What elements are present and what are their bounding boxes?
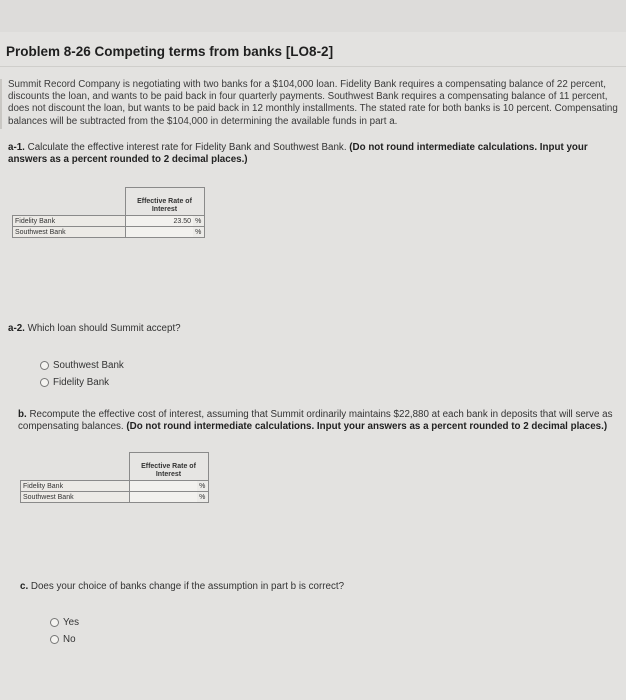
top-bar <box>0 0 626 32</box>
radio-label: Southwest Bank <box>53 360 124 371</box>
radio-label: Yes <box>63 617 79 628</box>
table-row <box>13 227 205 238</box>
table-row <box>21 481 209 492</box>
a1-fidelity-rate-input[interactable]: 23.50 <box>125 216 193 227</box>
question-c-label: c. <box>20 581 29 592</box>
radio-circle-icon[interactable] <box>50 635 59 644</box>
intro-text: Summit Record Company is negotiating with two banks for a $104,000 loan. Fidelity Bank requires a compensating balance of 22 percent, discounts the loan, and wants to be paid back in four quarterly payments. Southwest Bank requires a compensating balance of 11 percent, does not discount the loan, but wants to be paid back in 12 monthly installments. The stated rate for both banks is 10 percent. Compensating balances will be subtracted from the $104,000 in determining the available funds in part a. <box>8 79 618 127</box>
table-corner <box>13 188 126 216</box>
a1-southwest-rate-input[interactable] <box>125 227 193 238</box>
question-b-label: b. <box>18 409 27 420</box>
b-southwest-rate-input[interactable] <box>129 492 197 503</box>
question-a1 <box>8 142 618 166</box>
percent-unit: % <box>193 216 204 227</box>
a1-row-southwest-label: Southwest Bank <box>13 227 126 238</box>
b-row-southwest-label: Southwest Bank <box>21 492 130 503</box>
intro-accent-bar <box>0 79 2 129</box>
a1-answer-table <box>12 187 205 238</box>
percent-unit: % <box>197 492 208 503</box>
divider <box>0 66 626 67</box>
radio-southwest-bank[interactable] <box>40 360 124 371</box>
question-b <box>18 409 618 433</box>
question-b-text: Recompute the effective cost of interest, assuming that Summit ordinarily maintains $22,880 at each bank in deposits that will serve as compensating balances. <box>18 409 613 432</box>
b-answer-table <box>20 452 209 503</box>
radio-circle-icon[interactable] <box>50 618 59 627</box>
question-a2-label: a-2. <box>8 323 25 334</box>
table-row <box>13 216 205 227</box>
radio-label: Fidelity Bank <box>53 377 110 388</box>
percent-unit: % <box>197 481 208 492</box>
question-b-instructions: (Do not round intermediate calculations. Input your answers as a percent rounded to 2 decimal places.) <box>126 421 608 432</box>
percent-unit: % <box>193 227 204 238</box>
radio-no[interactable] <box>50 634 76 645</box>
b-column-header: Effective Rate of Interest <box>129 453 208 481</box>
question-c <box>20 581 344 593</box>
table-row <box>21 492 209 503</box>
radio-circle-icon[interactable] <box>40 378 49 387</box>
problem-title: Problem 8-26 Competing terms from banks [LO8-2] <box>6 44 334 59</box>
radio-circle-icon[interactable] <box>40 361 49 370</box>
radio-yes[interactable] <box>50 617 79 628</box>
question-a1-label: a-1. <box>8 142 25 153</box>
radio-fidelity-bank[interactable] <box>40 377 109 388</box>
a1-column-header: Effective Rate of Interest <box>125 188 204 216</box>
a1-row-fidelity-label: Fidelity Bank <box>13 216 126 227</box>
b-fidelity-rate-input[interactable] <box>129 481 197 492</box>
question-a1-text: Calculate the effective interest rate for Fidelity Bank and Southwest Bank. <box>24 142 350 153</box>
b-row-fidelity-label: Fidelity Bank <box>21 481 130 492</box>
question-a2-text: Which loan should Summit accept? <box>24 323 181 334</box>
question-a1-instructions: (Do not round intermediate calculations. Input your answers as a percent rounded to 2 decimal places.) <box>8 142 588 165</box>
table-corner <box>21 453 130 481</box>
problem-intro <box>8 79 618 128</box>
radio-label: No <box>63 634 76 645</box>
question-a2 <box>8 323 181 335</box>
question-c-text: Does your choice of banks change if the assumption in part b is correct? <box>28 581 345 592</box>
